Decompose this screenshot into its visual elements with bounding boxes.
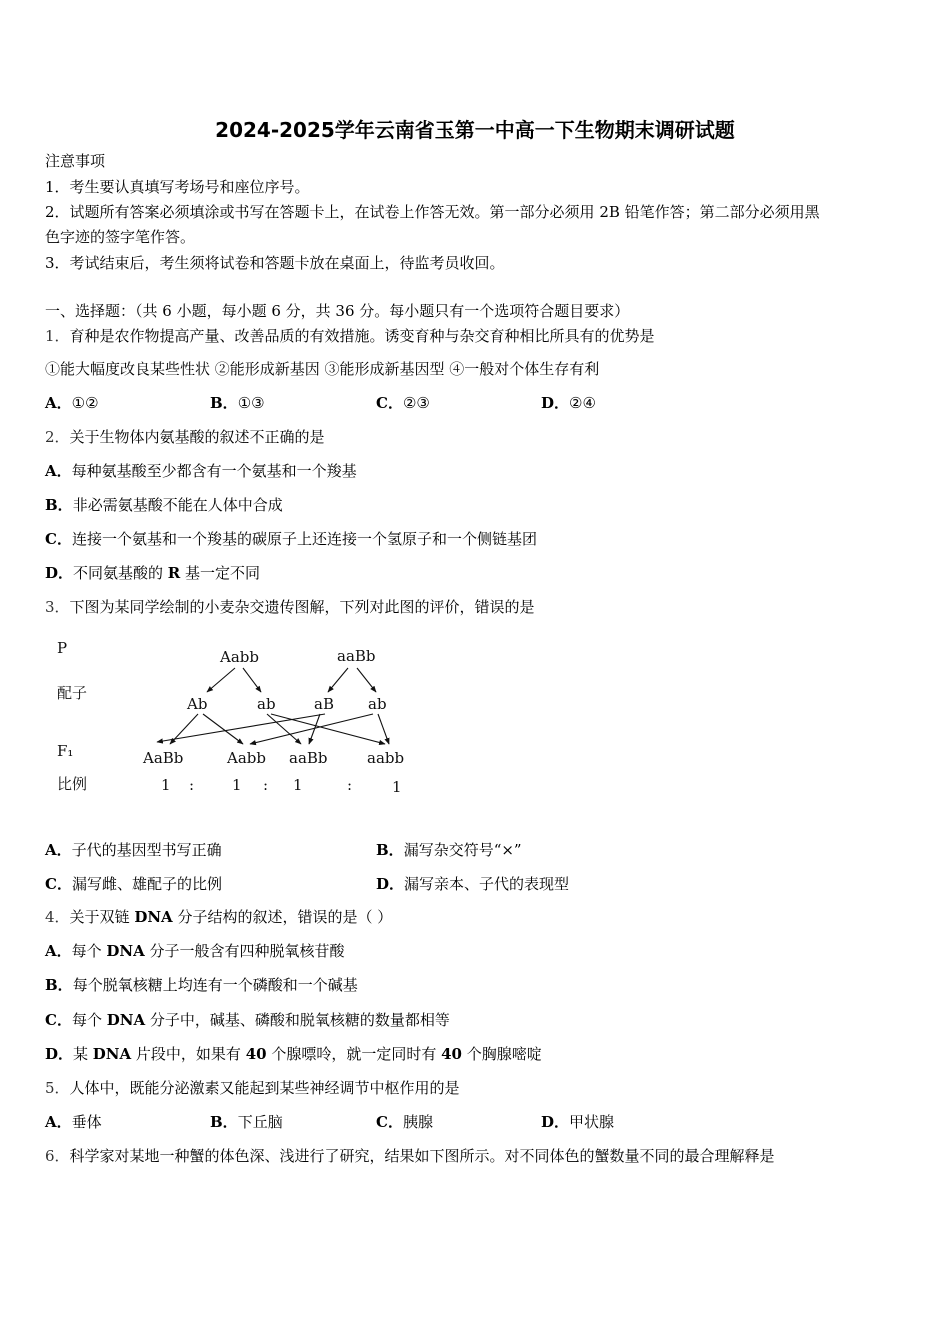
question-1-items: ①能大幅度改良某些性状 ②能形成新基因 ③能形成新基因型 ④一般对个体生存有利 bbox=[45, 360, 600, 378]
section-heading: 一、选择题：（共 6 小题，每小题 6 分，共 36 分。每小题只有一个选项符合题目要求） bbox=[45, 302, 630, 320]
arrow bbox=[243, 668, 261, 692]
notice-item-2-line-2: 色字迹的签字笔作答。 bbox=[45, 228, 196, 246]
page-title: 2024-2025学年云南省玉第一中高一下生物期末调研试题 bbox=[215, 118, 735, 142]
notice-item-2-line-1: 2．试题所有答案必须填涂或书写在答题卡上，在试卷上作答无效。第一部分必须用 2B 铅笔作答；第二部分必须用黑 bbox=[45, 203, 820, 221]
option-label: C． bbox=[45, 530, 72, 548]
option-text: ②④ bbox=[569, 394, 596, 412]
question-2 bbox=[45, 428, 325, 446]
option-label: A． bbox=[45, 394, 72, 412]
offspring-4: aabb bbox=[367, 749, 405, 767]
question-1 bbox=[45, 327, 655, 345]
ratio-colon: : bbox=[347, 776, 353, 794]
option-text: 基一定不同 bbox=[180, 564, 261, 582]
parent-1: Aabb bbox=[220, 648, 259, 666]
ratio-value: 1 bbox=[392, 778, 402, 796]
row-label-ratio: 比例 bbox=[57, 775, 88, 793]
option-label: A． bbox=[45, 942, 72, 960]
option-text: 胰腺 bbox=[402, 1113, 433, 1131]
q4-option-c bbox=[45, 1011, 450, 1029]
arrow bbox=[207, 668, 235, 692]
option-text: 漏写杂交符号“×” bbox=[403, 841, 522, 859]
option-text: ②③ bbox=[402, 394, 430, 412]
option-label: C． bbox=[376, 1113, 403, 1131]
row-label-gamete: 配子 bbox=[57, 684, 88, 702]
ratio-value: 1 bbox=[161, 776, 171, 794]
q1-option-b bbox=[210, 394, 265, 412]
q1-option-d bbox=[541, 394, 596, 412]
q2-option-d bbox=[45, 564, 260, 582]
option-text: 个腺嘌呤，就一定同时有 bbox=[266, 1045, 442, 1063]
option-label: B． bbox=[210, 1113, 238, 1131]
gamete-1: Ab bbox=[187, 695, 208, 713]
row-label-f1: F₁ bbox=[57, 742, 74, 760]
question-stem: 分子结构的叙述，错误的是（ ） bbox=[172, 908, 393, 926]
q3-option-a bbox=[45, 841, 222, 859]
question-4 bbox=[45, 908, 392, 926]
question-5 bbox=[45, 1079, 460, 1097]
option-label: C． bbox=[45, 875, 72, 893]
q5-option-d bbox=[541, 1113, 614, 1131]
option-label: B． bbox=[45, 976, 73, 994]
option-text: 每个脱氧核糖上均连有一个磷酸和一个碱基 bbox=[72, 976, 358, 994]
option-text: 垂体 bbox=[71, 1113, 102, 1131]
option-text: 甲状腺 bbox=[569, 1113, 615, 1131]
option-text-r: R bbox=[167, 564, 181, 582]
parent-2: aaBb bbox=[337, 647, 376, 665]
option-text: 连接一个氨基和一个羧基的碳原子上还连接一个氢原子和一个侧链基团 bbox=[71, 530, 537, 548]
question-number: 4． bbox=[45, 908, 70, 926]
notice-heading: 注意事项 bbox=[45, 152, 106, 170]
q5-option-b bbox=[210, 1113, 283, 1131]
question-stem: 关于双链 bbox=[69, 908, 135, 926]
option-text: 片段中，如果有 bbox=[131, 1045, 246, 1063]
option-text: 子代的基因型书写正确 bbox=[71, 841, 222, 859]
option-label: D． bbox=[45, 1045, 74, 1063]
option-text: 个胸腺嘧啶 bbox=[462, 1045, 542, 1063]
cross-diagram bbox=[45, 632, 415, 807]
question-stem: 科学家对某地一种蟹的体色深、浅进行了研究，结果如下图所示。对不同体色的蟹数量不同的最合理解释是 bbox=[69, 1147, 775, 1165]
q3-option-c bbox=[45, 875, 222, 893]
question-number: 2． bbox=[45, 428, 70, 446]
q2-option-a bbox=[45, 462, 357, 480]
option-text-dna: DNA bbox=[106, 942, 145, 960]
option-text: 非必需氨基酸不能在人体中合成 bbox=[72, 496, 283, 514]
offspring-2: Aabb bbox=[227, 749, 266, 767]
row-label-p: P bbox=[57, 639, 68, 657]
option-text: 下丘脑 bbox=[237, 1113, 283, 1131]
option-label: D． bbox=[376, 875, 405, 893]
question-number: 3． bbox=[45, 598, 70, 616]
offspring-1: AaBb bbox=[143, 749, 184, 767]
question-number: 6． bbox=[45, 1147, 70, 1165]
question-stem-dna: DNA bbox=[134, 908, 173, 926]
question-3 bbox=[45, 598, 535, 616]
arrow bbox=[157, 714, 325, 742]
question-number: 5． bbox=[45, 1079, 70, 1097]
option-text-number: 40 bbox=[245, 1045, 267, 1063]
option-label: A． bbox=[45, 1113, 72, 1131]
q1-option-c bbox=[376, 394, 430, 412]
option-text-dna: DNA bbox=[106, 1011, 146, 1029]
option-text: 每个 bbox=[71, 942, 107, 960]
option-text: ①② bbox=[71, 394, 99, 412]
option-label: A． bbox=[45, 462, 72, 480]
option-label: C． bbox=[45, 1011, 72, 1029]
arrow bbox=[378, 714, 389, 744]
q1-option-a bbox=[45, 394, 99, 412]
q4-option-a bbox=[45, 942, 345, 960]
q2-option-c bbox=[45, 530, 537, 548]
question-stem: 下图为某同学绘制的小麦杂交遗传图解，下列对此图的评价，错误的是 bbox=[69, 598, 535, 616]
option-text: 每个 bbox=[71, 1011, 107, 1029]
arrow bbox=[271, 714, 385, 744]
option-label: A． bbox=[45, 841, 72, 859]
option-label: C． bbox=[376, 394, 403, 412]
q3-option-d bbox=[376, 875, 569, 893]
question-stem: 人体中，既能分泌激素又能起到某些神经调节中枢作用的是 bbox=[69, 1079, 460, 1097]
gamete-4: ab bbox=[368, 695, 387, 713]
option-text: 不同氨基酸的 bbox=[73, 564, 168, 582]
arrow bbox=[328, 668, 348, 692]
option-label: B． bbox=[45, 496, 73, 514]
option-text: 分子一般含有四种脱氧核苷酸 bbox=[144, 942, 345, 960]
arrow bbox=[357, 668, 376, 692]
q5-option-a bbox=[45, 1113, 102, 1131]
option-label: D． bbox=[45, 564, 74, 582]
option-label: B． bbox=[210, 394, 238, 412]
q2-option-b bbox=[45, 496, 283, 514]
ratio-value: 1 bbox=[232, 776, 242, 794]
question-stem: 关于生物体内氨基酸的叙述不正确的是 bbox=[69, 428, 325, 446]
ratio-colon: : bbox=[263, 776, 269, 794]
option-text: 某 bbox=[73, 1045, 93, 1063]
option-label: D． bbox=[541, 1113, 570, 1131]
question-number: 1． bbox=[45, 327, 70, 345]
arrow bbox=[250, 714, 373, 744]
question-6 bbox=[45, 1147, 775, 1165]
option-text: 分子中，碱基、磷酸和脱氧核糖的数量都相等 bbox=[145, 1011, 450, 1029]
option-text: 漏写雌、雄配子的比例 bbox=[71, 875, 222, 893]
notice-item-1: 1．考生要认真填写考场号和座位序号。 bbox=[45, 178, 310, 196]
gamete-2: ab bbox=[257, 695, 276, 713]
ratio-value: 1 bbox=[293, 776, 303, 794]
option-label: B． bbox=[376, 841, 404, 859]
notice-item-3: 3．考试结束后，考生须将试卷和答题卡放在桌面上，待监考员收回。 bbox=[45, 254, 505, 272]
option-text: 每种氨基酸至少都含有一个氨基和一个羧基 bbox=[71, 462, 357, 480]
option-text: ①③ bbox=[237, 394, 265, 412]
option-text-number: 40 bbox=[441, 1045, 462, 1063]
gamete-3: aB bbox=[314, 695, 334, 713]
ratio-colon: : bbox=[189, 776, 195, 794]
q5-option-c bbox=[376, 1113, 433, 1131]
question-stem: 育种是农作物提高产量、改善品质的有效措施。诱变育种与杂交育种相比所具有的优势是 bbox=[69, 327, 655, 345]
option-text: 漏写亲本、子代的表现型 bbox=[404, 875, 570, 893]
q4-option-d bbox=[45, 1045, 542, 1063]
offspring-3: aaBb bbox=[289, 749, 328, 767]
option-text-dna: DNA bbox=[92, 1045, 132, 1063]
q4-option-b bbox=[45, 976, 358, 994]
q3-option-b bbox=[376, 841, 522, 859]
option-label: D． bbox=[541, 394, 570, 412]
